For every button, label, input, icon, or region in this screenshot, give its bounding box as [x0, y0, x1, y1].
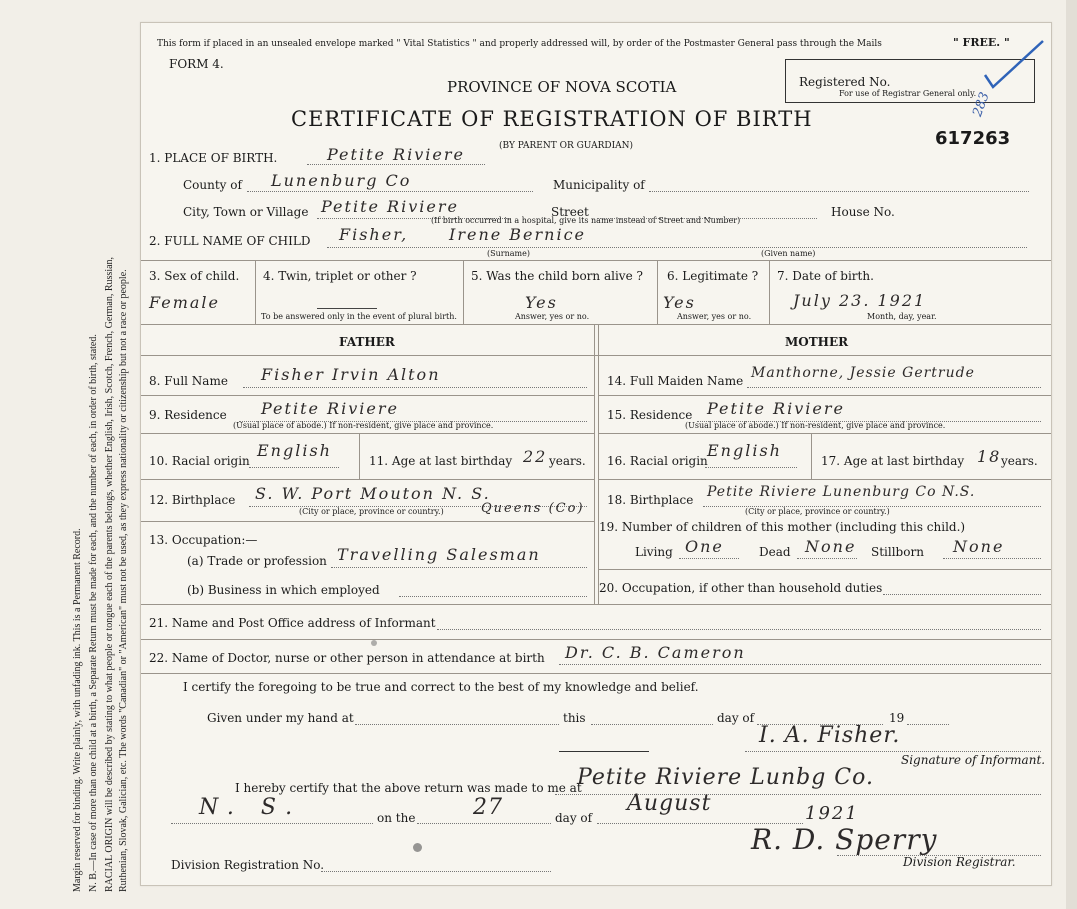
doctor-line: [559, 664, 1041, 665]
father-residence-label: 9. Residence: [149, 408, 227, 422]
house-label: House No.: [831, 205, 895, 219]
twin-answer-line: [317, 308, 377, 309]
dead-label: Dead: [759, 545, 791, 559]
living-line: [679, 558, 739, 559]
rule-col4: [769, 260, 770, 324]
day-of-label-2: day of: [555, 811, 593, 825]
legit-caption: Answer, yes or no.: [677, 312, 752, 321]
mother-age-label: 17. Age at last birthday: [821, 454, 965, 468]
father-name-label: 8. Full Name: [149, 374, 228, 388]
street-label: Street: [551, 205, 589, 219]
signature-informant-caption: Signature of Informant.: [901, 753, 1046, 767]
father-racial-label: 10. Racial origin: [149, 454, 250, 468]
father-racial-value: English: [257, 441, 332, 460]
margin-note-4: Ruthenian, Slovak, Galician, etc. The words "Canadian" or "American" must not be used, as they express nationality or citizenship but not a race or people.: [118, 269, 129, 892]
twin-note: To be answered only in the event of plural birth.: [261, 312, 457, 321]
county-value: Lunenburg Co: [271, 171, 412, 190]
place-of-birth-label: 1. PLACE OF BIRTH.: [149, 151, 278, 165]
return-place-2-line: [171, 823, 373, 824]
informant-sig-line: [745, 751, 1041, 752]
father-trade-value: Travelling Salesman: [337, 545, 541, 564]
child-surname: Fisher,: [339, 225, 409, 244]
dob-value: July 23. 1921: [793, 291, 927, 310]
city-value: Petite Riviere: [321, 197, 459, 216]
division-registrar-caption: Division Registrar.: [903, 855, 1016, 869]
month-value: August: [627, 791, 712, 816]
year-value: 1921: [805, 803, 859, 824]
doctor-label: 22. Name of Doctor, nurse or other person in attendance at birth: [149, 651, 545, 665]
stillborn-line: [943, 558, 1041, 559]
day-value: 27: [473, 795, 503, 820]
mother-racial-value: English: [707, 441, 782, 460]
certify-statement: I certify the foregoing to be true and correct to the best of my knowledge and belief.: [183, 680, 699, 694]
dob-label: 7. Date of birth.: [777, 269, 874, 283]
rule-f-doctor: [141, 673, 1051, 674]
father-years: years.: [549, 454, 586, 468]
living-label: Living: [635, 545, 673, 559]
place-of-birth-line: [307, 164, 485, 165]
this-line: [591, 724, 713, 725]
municipality-line: [649, 191, 1029, 192]
sig-short-line: [559, 751, 649, 752]
margin-note-3: RACIAL ORIGIN will be described by stating to what people or tongue each of the parents belongs, whether English, Irish, Scotch, French, German, Russian,: [104, 256, 115, 892]
birth-certificate: [140, 22, 1052, 886]
rule-f1: [141, 395, 594, 396]
sex-value: Female: [149, 293, 220, 312]
father-birthplace-value: S. W. Port Mouton N. S.: [255, 484, 491, 503]
father-name-line: [243, 387, 587, 388]
reg-handwritten: 283: [970, 90, 993, 119]
mother-name-label: 14. Full Maiden Name: [607, 374, 744, 388]
on-the-label: on the: [377, 811, 416, 825]
rule-col2: [463, 260, 464, 324]
rule-row3-top: [141, 260, 1051, 261]
certificate-number: 617263: [935, 128, 1011, 149]
mother-name-value: Manthorne, Jessie Gertrude: [751, 365, 975, 381]
mother-heading: MOTHER: [785, 335, 849, 349]
division-registration-label: Division Registration No.: [171, 858, 325, 872]
province-heading: PROVINCE OF NOVA SCOTIA: [447, 78, 677, 96]
on-the-line: [417, 823, 551, 824]
city-label: City, Town or Village: [183, 205, 309, 219]
dead-value: None: [805, 537, 857, 556]
registrar-signature: R. D. Sperry: [751, 823, 938, 856]
mother-abode-note: (Usual place of abode.) If non-resident, give place and province.: [685, 421, 946, 430]
mother-occupation-label: 20. Occupation, if other than household duties: [599, 581, 883, 595]
margin-note-1: Margin reserved for binding. Write plainly, with unfading ink. This is a Permanent Record.: [72, 528, 83, 892]
father-abode-note: (Usual place of abode.) If non-resident, give place and province.: [233, 421, 494, 430]
given-caption: (Given name): [761, 249, 816, 258]
registrar-note: For use of Registrar General only.: [839, 89, 977, 98]
father-heading: FATHER: [339, 335, 395, 349]
municipality-label: Municipality of: [553, 178, 645, 192]
informant-signature: I. A. Fisher.: [759, 723, 901, 748]
margin-note-2: N. B.—In case of more than one child at a birth, a Separate Return must be made for each, and the number of each, in order of birth, stated.: [88, 334, 99, 892]
mother-name-line: [747, 387, 1041, 388]
given-under-line: [355, 724, 559, 725]
father-business-line: [399, 596, 587, 597]
mother-age-value: 18: [977, 447, 1002, 466]
informant-line: [437, 629, 1041, 630]
father-trade-label: (a) Trade or profession: [187, 554, 327, 568]
rule-m3: [598, 479, 1051, 480]
father-residence-value: Petite Riviere: [261, 399, 399, 418]
alive-caption: Answer, yes or no.: [515, 312, 590, 321]
alive-value: Yes: [525, 293, 558, 312]
alive-label: 5. Was the child born alive ?: [471, 269, 643, 283]
form-number: FORM 4.: [169, 57, 224, 71]
return-place-2: N. S.: [199, 795, 303, 820]
surname-caption: (Surname): [487, 249, 530, 258]
rule-m5: [598, 569, 1051, 570]
father-birthplace-value2: Queens (Co): [481, 501, 585, 516]
county-line: [247, 191, 533, 192]
given-under-label: Given under my hand at: [207, 711, 354, 725]
legit-value: Yes: [663, 293, 696, 312]
father-birthplace-label: 12. Birthplace: [149, 493, 236, 507]
free-label: " FREE. ": [953, 36, 1010, 49]
dob-caption: Month, day, year.: [867, 312, 937, 321]
rule-center: [594, 324, 595, 604]
father-age-value: 22: [523, 447, 548, 466]
rule-f-informant: [141, 639, 1051, 640]
street-line: [597, 218, 817, 219]
doctor-value: Dr. C. B. Cameron: [565, 643, 746, 662]
mother-birthplace-label: 18. Birthplace: [607, 493, 694, 507]
binding-edge: [1066, 0, 1077, 909]
registered-label: Registered No.: [799, 75, 891, 89]
ink-blot-2: [371, 640, 377, 646]
rule-f2: [141, 433, 594, 434]
father-name-value: Fisher Irvin Alton: [261, 365, 441, 384]
division-registration-line: [321, 871, 551, 872]
rule-row3-bottom: [141, 324, 1051, 325]
rule-f3: [141, 479, 594, 480]
county-label: County of: [183, 178, 242, 192]
rule-m2: [598, 433, 1051, 434]
father-city-note: (City or place, province or country.): [299, 507, 444, 516]
sex-label: 3. Sex of child.: [149, 269, 240, 283]
stillborn-value: None: [953, 537, 1005, 556]
rule-m3-split: [811, 433, 812, 479]
father-business-label: (b) Business in which employed: [187, 583, 380, 597]
mother-city-note: (City or place, province or country.): [745, 507, 890, 516]
rule-m1: [598, 395, 1051, 396]
certificate-title: CERTIFICATE OF REGISTRATION OF BIRTH: [291, 107, 813, 131]
place-of-birth-value: Petite Riviere: [327, 145, 465, 164]
mother-residence-label: 15. Residence: [607, 408, 693, 422]
dead-line: [797, 558, 857, 559]
return-label: I hereby certify that the above return was made to me at: [235, 781, 582, 795]
ink-blot: [413, 843, 422, 852]
child-name-line: [327, 247, 1027, 248]
rule-center-2: [598, 324, 599, 604]
mother-children-label: 19. Number of children of this mother (including this child.): [599, 520, 966, 534]
mail-note: This form if placed in an unsealed envelope marked " Vital Statistics " and properly addressed will, by order of the Postmaster General pass through the Mails: [157, 39, 882, 49]
child-given-name: Irene Bernice: [449, 225, 587, 244]
twin-label: 4. Twin, triplet or other ?: [263, 269, 417, 283]
checkmark-icon: [979, 35, 1049, 95]
rule-col3: [657, 260, 658, 324]
day-of-label: day of: [717, 711, 755, 725]
father-occupation-label: 13. Occupation:—: [149, 533, 258, 547]
hospital-note: (If birth occurred in a hospital, give its name instead of Street and Number): [431, 216, 741, 225]
rule-col1: [255, 260, 256, 324]
mother-racial-line: [705, 467, 797, 468]
father-age-label: 11. Age at last birthday: [369, 454, 513, 468]
rule-f4: [141, 521, 594, 522]
rule-f3-split: [359, 433, 360, 479]
return-place: Petite Riviere Lunbg Co.: [577, 765, 874, 790]
rule-section-bottom: [141, 604, 1051, 605]
year-line: [907, 724, 949, 725]
mother-occupation-line: [883, 594, 1041, 595]
certificate-subtitle: (BY PARENT OR GUARDIAN): [499, 141, 634, 151]
informant-label: 21. Name and Post Office address of Informant: [149, 616, 436, 630]
living-value: One: [685, 537, 724, 556]
mother-residence-value: Petite Riviere: [707, 399, 845, 418]
rule-heading-bottom: [141, 355, 1051, 356]
legit-label: 6. Legitimate ?: [667, 269, 759, 283]
mother-birthplace-value: Petite Riviere Lunenburg Co N.S.: [707, 484, 976, 500]
stillborn-label: Stillborn: [871, 545, 924, 559]
year-prefix: 19: [889, 711, 905, 725]
child-name-label: 2. FULL NAME OF CHILD: [149, 234, 311, 248]
this-label: this: [563, 711, 586, 725]
father-racial-line: [249, 467, 339, 468]
father-trade-line: [331, 567, 587, 568]
mother-years: years.: [1001, 454, 1038, 468]
mother-racial-label: 16. Racial origin: [607, 454, 708, 468]
